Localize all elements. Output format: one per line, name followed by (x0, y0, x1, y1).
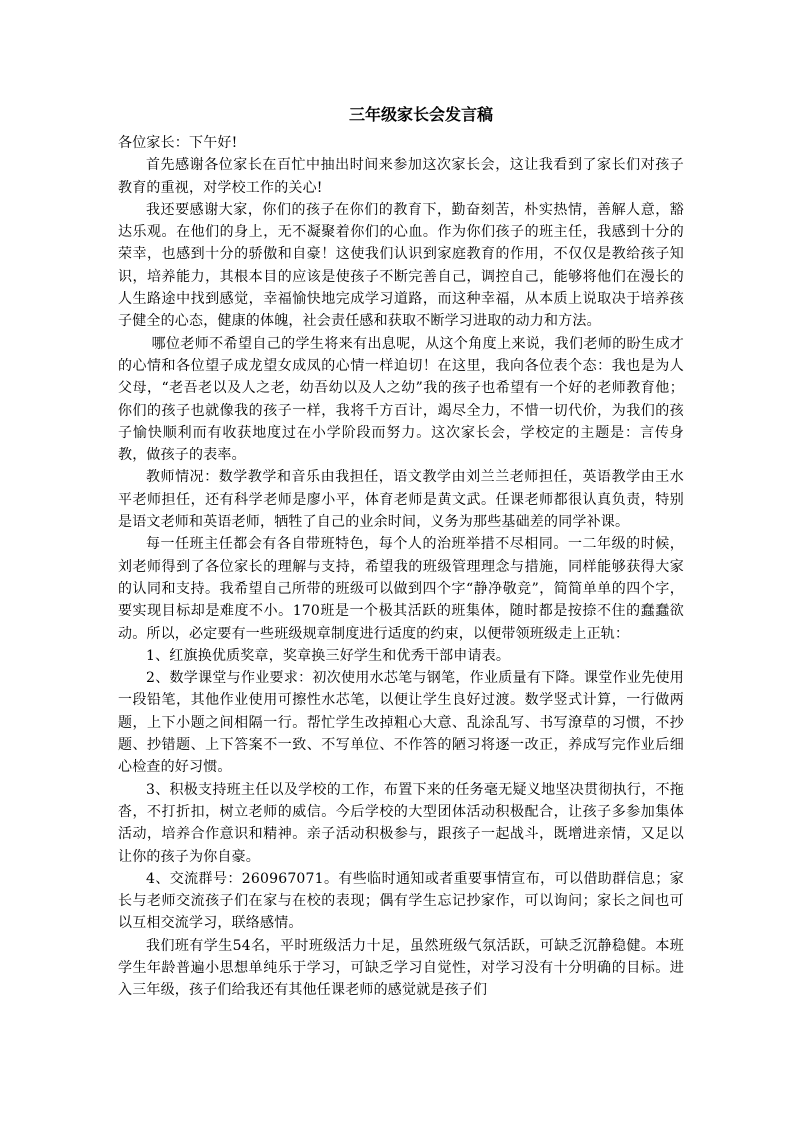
rule-item-1: 1、红旗换优质奖章，奖章换三好学生和优秀干部申请表。 (146, 647, 511, 664)
paragraph-thanks: 首先感谢各位家长在百忙中抽出时间来参加这次家长会，这让我看到了家长们对孩子教育的重视，对学校工作的关心! (118, 157, 684, 196)
document-page (118, 104, 684, 1002)
rule-item-4: 4、交流群号：260967071。有些临时通知或者重要事情宣布，可以借助群信息；家长与老师交流孩子们在家与在校的表现；偶有学生忘记抄家作，可以询问；家长之间也可以互相交流学习，联络感情。 (118, 870, 684, 932)
document-title: 三年级家长会发言稿 (348, 105, 493, 124)
paragraph-gratitude: 我还要感谢大家，你们的孩子在你们的教育下，勤奋刻苦，朴实热情，善解人意，豁达乐观。在他们的身上，无不凝聚着你们的心血。作为你们孩子的班主任，我感到十分的荣幸，也感到十分的骄傲和自豪！这使我们认识到家庭教育的作用，不仅仅是教给孩子知识，培养能力，其根本目的应该是使孩子不断完善自己，调控自己，能够将他们在漫长的人生路途中找到感觉，幸福愉快地完成学习道路，而这种幸福，从本质上说取决于培养孩子健全的心态，健康的体魄，社会责任感和获取不断学习进取的动力和方法。 (118, 201, 684, 330)
greeting: 各位家长：下午好! (118, 135, 238, 151)
paragraph-class-status: 我们班有学生54名，平时班级活力十足，虽然班级气氛活跃，可缺乏沉静稳健。本班学生年龄普遍小思想单纯乐于学习，可缺乏学习自觉性，对学习没有十分明确的目标。进入三年级，孩子们给我还有其他任课老师的感觉就是孩子们 (118, 937, 684, 999)
rule-item-3: 3、积极支持班主任以及学校的工作，布置下来的任务毫无疑义地坚决贯彻执行，不拖沓，不打折扣，树立老师的威信。今后学校的大型团体活动积极配合，让孩子多参加集体活动，培养合作意识和精神。亲子活动积极参与，跟孩子一起战斗，既增进亲情，又足以让你的孩子为你自豪。 (118, 781, 684, 865)
rule-item-2: 2、数学课堂与作业要求：初次使用水芯笔与钢笔，作业质量有下降。课堂作业先使用一段铅笔，其他作业使用可擦性水芯笔，以便让学生良好过渡。数学竖式计算，一行做两题，上下小题之间相隔一行。帮忙学生改掉粗心大意、乱涂乱写、书写潦草的习惯，不抄题、抄错题、上下答案不一致、不写单位、不作答的陋习将逐一改正，养成写完作业后细心检查的好习惯。 (118, 670, 684, 776)
paragraph-teachers: 教师情况：数学教学和音乐由我担任，语文教学由刘兰兰老师担任，英语教学由王水平老师担任，还有科学老师是廖小平，体育老师是黄文武。任课老师都很认真负责，特别是语文老师和英语老师，牺牲了自己的业余时间，义务为那些基础差的同学补课。 (118, 469, 684, 531)
paragraph-class-management: 每一任班主任都会有各自带班特色，每个人的治班举措不尽相同。一二年级的时候，刘老师得到了各位家长的理解与支持，希望我的班级管理理念与措施，同样能够获得大家的认同和支持。我希望自己所带的班级可以做到四个字“静净敬竞”，简简单单的四个字，要实现目标却是难度不小。170班是一个极其活跃的班集体，随时都是按捺不住的蠢蠢欲动。所以，必定要有一些班级规章制度进行适度的约束，以便带领班级走上正轨： (118, 536, 684, 642)
paragraph-expectation: 哪位老师不希望自己的学生将来有出息呢，从这个角度上来说，我们老师的盼生成才的心情和各位望子成龙望女成凤的心情一样迫切！在这里，我向各位表个态：我也是为人父母，“老吾老以及人之老，幼吾幼以及人之幼”我的孩子也希望有一个好的老师教育他；你们的孩子也就像我的孩子一样，我将千方百计，竭尽全力，不惜一切代价，为我们的孩子愉快顺利而有收获地度过在小学阶段而努力。这次家长会，学校定的主题是：言传身教，做孩子的表率。 (118, 335, 684, 464)
